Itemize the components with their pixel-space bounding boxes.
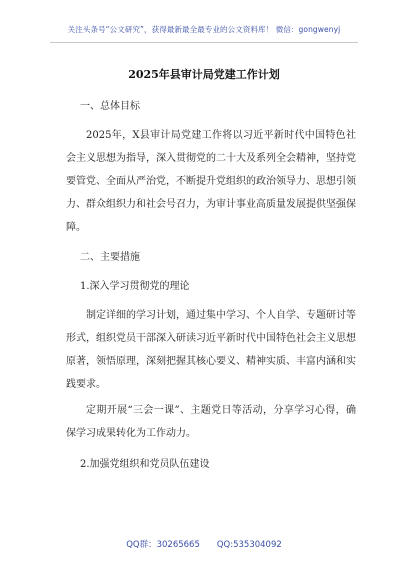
section-heading-measures: 二、主要措施 [80,252,140,263]
promo-header: 关注头条号“公文研究”，获得最新最全最专业的公文资料库！ 微信：gongwenyj [67,25,341,34]
header-divider [50,42,358,43]
study-plan-paragraph: 制定详细的学习计划，通过集中学习、个人自学、专题研讨等形式，组织党员干部深入研读习近平新时代中国特色社会主义思想原著，领悟原理，深刻把握其核心要义、精神实质、丰富内涵和实践要求。 [66,310,356,390]
contact-footer: QQ群：30265665 QQ:535304092 [126,540,282,550]
subheading-party-building: 2.加强党组织和党员队伍建设 [80,459,210,470]
activities-paragraph: 定期开展“三会一课”、主题党日等活动，分享学习心得，确保学习成果转化为工作动力。 [66,405,356,439]
subheading-theory-study: 1.深入学习贯彻党的理论 [80,281,190,292]
goals-paragraph: 2025年，X县审计局党建工作将以习近平新时代中国特色社会主义思想为指导，深入贯彻党的二十大及系列全会精神，坚持党要管党、全面从严治党，不断提升党组织的政治领导力、思想引领力、群众组织力和社会号召力，为审计事业高质量发展提供坚强保障。 [66,130,356,233]
section-heading-goals: 一、总体目标 [80,101,140,112]
document-title: 2025年县审计局党建工作计划 [128,68,280,81]
